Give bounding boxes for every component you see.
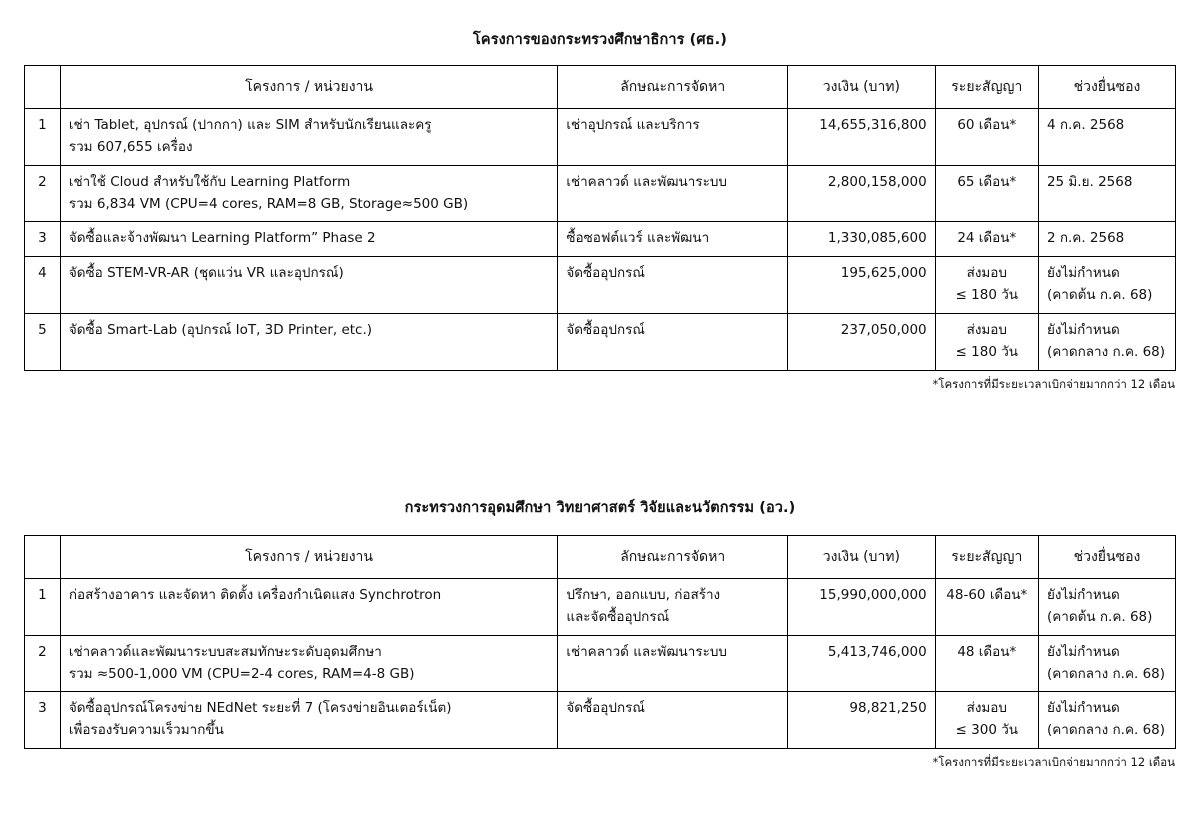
cell-project-line-2: เพื่อรองรับความเร็วมากขึ้น: [68, 722, 224, 739]
column-header-window: ช่วงยื่นซอง: [1038, 66, 1175, 109]
cell-type-line-2: และจัดซื้ออุปกรณ์: [566, 608, 670, 625]
table-header-row: [25, 66, 1176, 109]
cell-project-line-2: รวม 6,834 VM (CPU=4 cores, RAM=8 GB, Storage≈500 GB): [68, 195, 469, 212]
cell-term-line-2: ≤ 180 วัน: [955, 287, 1019, 304]
cell-project: [60, 257, 558, 314]
cell-window: [1038, 314, 1175, 371]
cell-type-line-1: จัดซื้ออุปกรณ์: [566, 322, 645, 339]
cell-type: [558, 635, 788, 692]
cell-window: [1038, 692, 1175, 749]
cell-term-line-1: ส่งมอบ: [966, 700, 1007, 717]
column-header-no: [25, 536, 61, 579]
cell-project-spacer: [69, 285, 550, 307]
cell-amount: 237,050,000: [788, 314, 936, 371]
cell-amount: 5,413,746,000: [788, 635, 936, 692]
cell-type-line-1: เช่าคลาวด์ และพัฒนาระบบ: [566, 173, 727, 190]
cell-window-line-2: (คาดกลาง ก.ค. 68): [1046, 722, 1166, 739]
cell-type-line-1: ปรึกษา, ออกแบบ, ก่อสร้าง: [566, 587, 721, 603]
table-header-row: [25, 536, 1176, 579]
cell-window: [1038, 635, 1175, 692]
column-header-term: ระยะสัญญา: [935, 536, 1038, 579]
cell-amount: 15,990,000,000: [788, 579, 936, 636]
cell-type-line-1: จัดซื้ออุปกรณ์: [566, 700, 645, 717]
cell-term: [935, 165, 1038, 222]
column-header-window: ช่วงยื่นซอง: [1038, 536, 1175, 579]
cell-project: [60, 579, 558, 636]
cell-window-line-2: (คาดกลาง ก.ค. 68): [1046, 665, 1166, 682]
cell-project-line-1: เช่าใช้ Cloud สำหรับใช้กับ Learning Platform: [68, 173, 351, 190]
cell-type-line-1: จัดซื้ออุปกรณ์: [566, 265, 645, 282]
column-header-project: โครงการ / หน่วยงาน: [60, 536, 558, 579]
cell-window-line-1: 2 ก.ค. 2568: [1046, 230, 1125, 247]
table-row: [25, 314, 1176, 371]
cell-window: [1038, 579, 1175, 636]
cell-type: [558, 579, 788, 636]
cell-project-line-1: เช่าคลาวด์และพัฒนาระบบสะสมทักษะระดับอุดมศึกษา: [68, 643, 382, 660]
cell-no: 3: [25, 692, 61, 749]
cell-term: [935, 579, 1038, 636]
table-row: [25, 692, 1176, 749]
table-row: [25, 635, 1176, 692]
cell-term: [935, 635, 1038, 692]
cell-project-line-1: จัดซื้ออุปกรณ์โครงข่าย NEdNet ระยะที่ 7 (โครงข่ายอินเตอร์เน็ต): [68, 700, 452, 717]
cell-window-line-1: 4 ก.ค. 2568: [1046, 117, 1125, 133]
cell-project-line-2: รวม 607,655 เครื่อง: [68, 138, 193, 155]
cell-window: [1038, 109, 1175, 166]
cell-type: [558, 165, 788, 222]
column-header-term: ระยะสัญญา: [935, 66, 1038, 109]
cell-window-line-1: ยังไม่กำหนด: [1046, 265, 1120, 282]
cell-project-line-2: รวม ≈500-1,000 VM (CPU=2-4 cores, RAM=4-8 GB): [68, 665, 415, 682]
column-header-amount: วงเงิน (บาท): [788, 66, 936, 109]
cell-project: [60, 314, 558, 371]
cell-project: [60, 692, 558, 749]
cell-term: [935, 692, 1038, 749]
cell-no: 1: [25, 109, 61, 166]
table-title-mhesi: กระทรวงการอุดมศึกษา วิทยาศาสตร์ วิจัยและนวัตกรรม (อว.): [404, 500, 796, 516]
cell-project: [60, 109, 558, 166]
cell-project-line-1: จัดซื้อ STEM-VR-AR (ชุดแว่น VR และอุปกรณ์): [68, 265, 344, 282]
column-header-amount: วงเงิน (บาท): [788, 536, 936, 579]
table-row: [25, 257, 1176, 314]
cell-project: [60, 635, 558, 692]
cell-amount: 2,800,158,000: [788, 165, 936, 222]
cell-project-spacer: [69, 342, 550, 364]
cell-term-line-1: 60 เดือน*: [957, 117, 1017, 133]
table-section-mhesi: [0, 482, 1200, 772]
cell-amount: 98,821,250: [788, 692, 936, 749]
cell-type-line-1: ซื้อซอฟต์แวร์ และพัฒนา: [566, 230, 710, 247]
cell-no: 1: [25, 579, 61, 636]
procurement-table-moe: [24, 65, 1176, 371]
cell-window-line-1: ยังไม่กำหนด: [1046, 587, 1120, 603]
cell-project-line-1: จัดซื้อและจ้างพัฒนา Learning Platform” Phase 2: [68, 230, 376, 247]
cell-type: [558, 314, 788, 371]
cell-window-line-2: (คาดต้น ก.ค. 68): [1046, 608, 1153, 625]
cell-window: [1038, 165, 1175, 222]
cell-project-line-1: จัดซื้อ Smart-Lab (อุปกรณ์ IoT, 3D Printer, etc.): [68, 322, 373, 339]
cell-type: [558, 109, 788, 166]
cell-no: 5: [25, 314, 61, 371]
cell-window-line-1: ยังไม่กำหนด: [1046, 643, 1120, 660]
cell-type-line-1: เช่าคลาวด์ และพัฒนาระบบ: [566, 643, 727, 660]
cell-term-line-1: ส่งมอบ: [966, 322, 1007, 339]
cell-window-line-1: 25 มิ.ย. 2568: [1046, 173, 1133, 190]
column-header-project: โครงการ / หน่วยงาน: [60, 66, 558, 109]
cell-term: [935, 222, 1038, 257]
table-section-moe: [0, 0, 1200, 394]
cell-term: [935, 109, 1038, 166]
cell-no: 4: [25, 257, 61, 314]
cell-window-line-2: (คาดกลาง ก.ค. 68): [1046, 343, 1166, 360]
cell-term-line-1: 48 เดือน*: [957, 643, 1017, 660]
cell-amount: 195,625,000: [788, 257, 936, 314]
cell-type: [558, 257, 788, 314]
table-row: [25, 165, 1176, 222]
column-header-no: [25, 66, 61, 109]
cell-window-line-2: (คาดต้น ก.ค. 68): [1046, 287, 1153, 304]
cell-project-spacer: [69, 607, 550, 629]
cell-term-line-1: 65 เดือน*: [957, 173, 1017, 190]
cell-term: [935, 257, 1038, 314]
cell-no: 3: [25, 222, 61, 257]
table-footnote-moe: *โครงการที่มีระยะเวลาเบิกจ่ายมากกว่า 12 เดือน: [932, 376, 1175, 391]
table-row: [25, 579, 1176, 636]
cell-project-line-1: เช่า Tablet, อุปกรณ์ (ปากกา) และ SIM สำหรับนักเรียนและครู: [68, 117, 432, 133]
cell-term-line-1: ส่งมอบ: [966, 265, 1007, 282]
cell-term-line-2: ≤ 180 วัน: [955, 343, 1019, 360]
cell-term-line-2: ≤ 300 วัน: [955, 722, 1019, 739]
procurement-table-mhesi: [24, 535, 1176, 749]
cell-amount: 1,330,085,600: [788, 222, 936, 257]
table-title-moe: โครงการของกระทรวงศึกษาธิการ (ศธ.): [473, 32, 727, 48]
table-row: [25, 222, 1176, 257]
cell-project-line-1: ก่อสร้างอาคาร และจัดหา ติดตั้ง เครื่องกำเนิดแสง Synchrotron: [68, 587, 442, 603]
cell-window-line-1: ยังไม่กำหนด: [1046, 700, 1120, 717]
column-header-type: ลักษณะการจัดหา: [558, 66, 788, 109]
cell-no: 2: [25, 635, 61, 692]
cell-term-line-1: 24 เดือน*: [957, 230, 1017, 247]
cell-amount: 14,655,316,800: [788, 109, 936, 166]
cell-project: [60, 222, 558, 257]
cell-project: [60, 165, 558, 222]
cell-type: [558, 222, 788, 257]
cell-window-line-1: ยังไม่กำหนด: [1046, 322, 1120, 339]
cell-no: 2: [25, 165, 61, 222]
cell-window: [1038, 257, 1175, 314]
cell-type: [558, 692, 788, 749]
cell-term-line-1: 48-60 เดือน*: [946, 587, 1028, 603]
cell-window: [1038, 222, 1175, 257]
column-header-type: ลักษณะการจัดหา: [558, 536, 788, 579]
cell-type-line-1: เช่าอุปกรณ์ และบริการ: [566, 117, 700, 133]
table-row: [25, 109, 1176, 166]
cell-term: [935, 314, 1038, 371]
table-footnote-mhesi: *โครงการที่มีระยะเวลาเบิกจ่ายมากกว่า 12 เดือน: [932, 755, 1175, 770]
